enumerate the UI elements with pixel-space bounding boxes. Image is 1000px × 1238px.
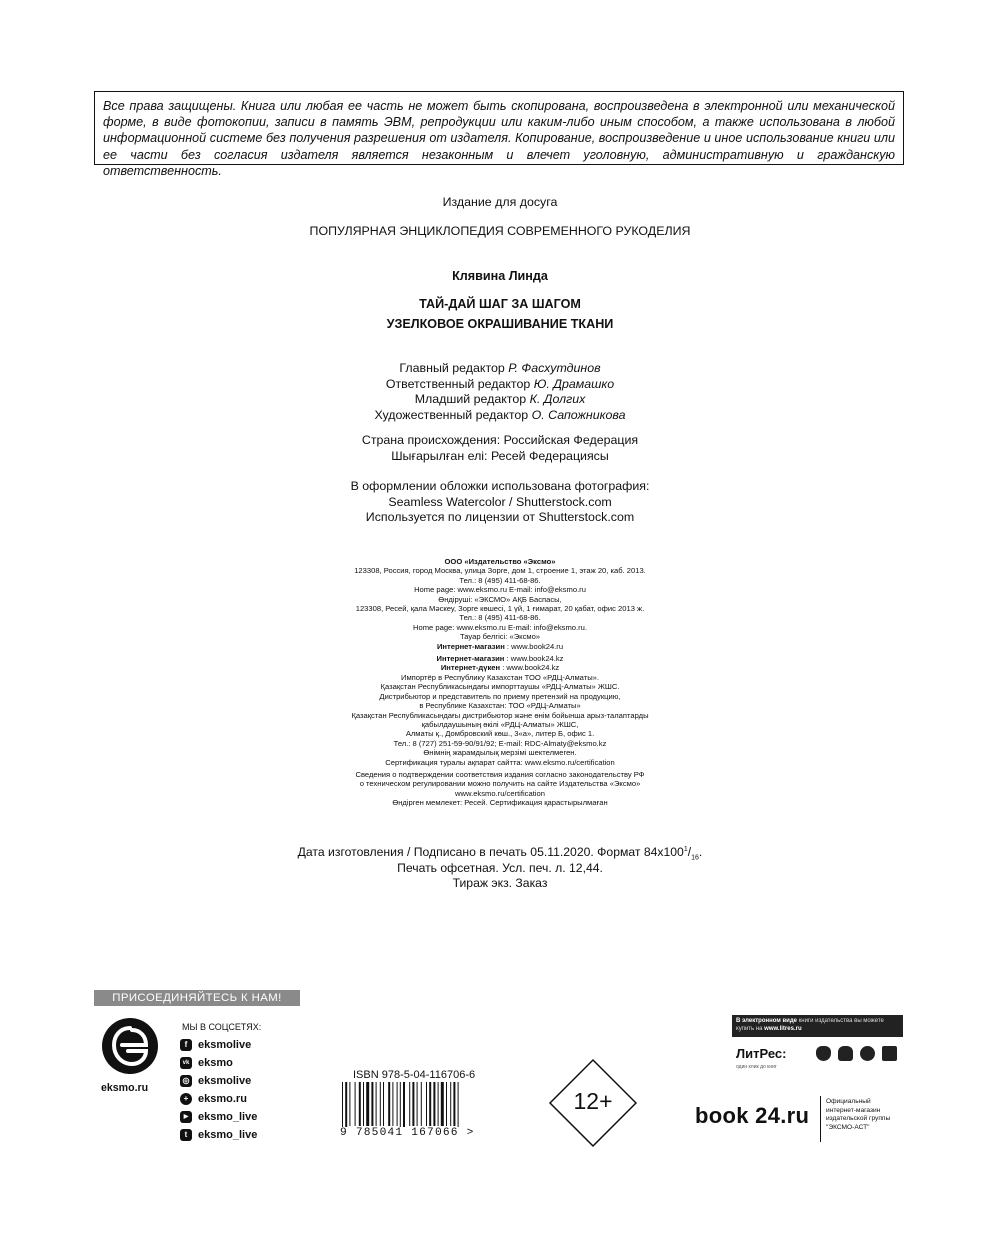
social-twitter[interactable]: t eksmo_live: [180, 1128, 257, 1142]
social-instagram[interactable]: ◎ eksmolive: [180, 1074, 251, 1088]
social-vk[interactable]: vk eksmo: [180, 1056, 233, 1070]
divider: [820, 1096, 821, 1142]
barcode-bar: [450, 1082, 451, 1126]
country-of-origin: Страна происхождения: Российская Федерация Шығарылған елі: Ресей Федерациясы: [361, 433, 639, 463]
barcode-bar: [371, 1082, 373, 1126]
social-facebook[interactable]: f eksmolive: [180, 1038, 251, 1052]
barcode-bar: [458, 1082, 459, 1132]
series-title: ПОПУЛЯРНАЯ ЭНЦИКЛОПЕДИЯ СОВРЕМЕННОГО РУКОДЕЛИЯ: [309, 224, 691, 238]
edition-type: Издание для досуга: [442, 195, 558, 209]
social-title: МЫ В СОЦСЕТЯХ:: [182, 1022, 262, 1032]
instagram-icon: ◎: [180, 1075, 192, 1087]
barcode-bar: [376, 1082, 377, 1126]
copyright-notice: Все права защищены. Книга или любая ее часть не может быть скопирована, воспроизведена в электронной или механической форме, в виде фотокопии, записи в память ЭВМ, репродукции или каким-либо иным способом, а также использована в любой информационной системе без получения разрешения от издателя. Копирование, воспроизведение и иное использование книги или ее части без согласия издателя является незаконным и влечет уголовную, административную и гражданскую ответственность.: [94, 91, 904, 165]
book24-logo[interactable]: book 24.ru: [695, 1103, 810, 1128]
windows-icon[interactable]: [882, 1046, 897, 1061]
cover-photo-credit: В оформлении обложки использована фотография: Seamless Watercolor / Shutterstock.com Используется по лицензии от Shutterstock.com: [350, 479, 650, 525]
staff-line: Главный редактор Р. Фасхутдинов: [399, 361, 601, 375]
barcode-bar: [397, 1082, 398, 1126]
platform-icons: [816, 1046, 897, 1061]
barcode-bar: [388, 1082, 390, 1126]
isbn-label: ISBN 978-5-04-116706-6: [353, 1069, 476, 1081]
barcode-bar: [383, 1082, 384, 1126]
apple-icon[interactable]: [816, 1046, 831, 1061]
barcode-bar: [366, 1082, 369, 1126]
barcode-digits: 9 785041 167066 >: [340, 1127, 475, 1139]
barcode-bar: [429, 1082, 431, 1126]
social-odnoklassniki[interactable]: + eksmo.ru: [180, 1092, 247, 1106]
barcode-bar: [400, 1082, 401, 1132]
odnoklassniki-icon: +: [180, 1093, 192, 1105]
vk-icon: vk: [180, 1057, 192, 1069]
barcode-bar: [392, 1082, 393, 1126]
barcode-bar: [421, 1082, 422, 1126]
youtube-icon: ▶: [180, 1111, 192, 1123]
chrome-icon[interactable]: [860, 1046, 875, 1061]
book-subtitle: УЗЕЛКОВОЕ ОКРАШИВАНИЕ ТКАНИ: [386, 317, 614, 331]
barcode-bar: [409, 1082, 410, 1126]
staff-line: Художественный редактор О. Сапожникова: [374, 407, 626, 422]
barcode-bar: [441, 1082, 444, 1126]
barcode-bar: [403, 1082, 405, 1132]
barcode-bar: [446, 1082, 447, 1126]
litres-slogan: один клик до книг: [736, 1064, 777, 1070]
social-youtube[interactable]: ▶ eksmo_live: [180, 1110, 257, 1124]
print-info: Дата изготовления / Подписано в печать 05.11.2020. Формат $84x100^1/_{16}$. Печать офсетная. Усл. печ. л. 12,44. Тираж экз. Заказ: [297, 845, 703, 891]
android-icon[interactable]: [838, 1046, 853, 1061]
publisher-imprint: ООО «Издательство «Эксмо» 123308, Россия, город Москва, улица Зорге, дом 1, строение 1, этаж 20, каб. 2013. Тел.: 8 (495) 411-68-86. Home page: www.eksmo.ru E-mail: info@eksmo.ru Өндіруші: «ЭКСМО» АҚБ Баспасы, 123308, Ресей, қала Мәскеу, Зорге көшесі, 1 үй, 1 ғимарат, 20 қабат, офис 2013 ж. Тел.: 8 (495) 411-68-86. Home page: www.eksmo.ru E-mail: info@eksmo.ru. Тауар белгісі: «Эксмо» Интернет-магазин : www.book24.ru Интернет-магазин : www.book24.kz Интернет-дүкен : www.book24.kz Импортёр в Республику Казахстан ТОО «РДЦ-Алматы». Қазақстан Республикасындағы импорттаушы «РДЦ-Алматы» ЖШС. Дистрибьютор и представитель по приему претензий на продукцию, в Республике Казахстан: ТОО «РДЦ-Алматы» Қазақстан Республикасындағы дистрибьютор және өнім бойынша арыз-талаптарды қабылдаушының өкілі «РДЦ-Алматы» ЖШС, Алматы қ., Домбровский көш., 3«а», литер Б, офис 1. Тел.: 8 (727) 251-59-90/91/92; E-mail: RDC-Almaty@eksmo.kz Өнімнің жарамдылық мерзімі шектелмеген. Сертификация туралы ақпарат сайтта: www.eksmo.ru/certification Сведения о подтверждении соответствия издания согласно законодательству РФ о техническом регулировании можно получить на сайте Издательства «Эксмо» www.eksmo.ru/certification Өндірген мемлекет: Ресей. Сертификация қарастырылмаған: [351, 557, 649, 808]
barcode-bar: [349, 1082, 350, 1126]
facebook-icon: f: [180, 1039, 192, 1051]
staff-line: Ответственный редактор Ю. Драмашко: [385, 376, 615, 391]
twitter-icon: t: [180, 1129, 192, 1141]
barcode-bar: [363, 1082, 364, 1126]
barcode-bar: [426, 1082, 427, 1126]
editorial-staff: [0, 361, 1000, 423]
join-us-banner: ПРИСОЕДИНЯЙТЕСЬ К НАМ!: [94, 990, 300, 1006]
barcode-bar: [433, 1082, 435, 1126]
eksmo-logo-icon[interactable]: [102, 1018, 158, 1074]
barcode-bar: [355, 1082, 356, 1126]
barcode-bar: [345, 1082, 347, 1132]
book24-note: Официальный интернет-магазин издательской группы "ЭКСМО-АСТ": [826, 1098, 891, 1131]
book-title: ТАЙ-ДАЙ ШАГ ЗА ШАГОМ: [419, 297, 581, 311]
staff-line: Младший редактор К. Долгих: [414, 392, 586, 407]
author: Клявина Линда: [452, 269, 548, 283]
barcode-bar: [417, 1082, 418, 1126]
barcode-bar: [453, 1082, 455, 1126]
litres-banner[interactable]: В электронном виде книги издательства вы можете купить на www.litres.ru: [732, 1015, 903, 1037]
barcode-bar: [342, 1082, 343, 1132]
barcode-bar: [359, 1082, 361, 1126]
litres-logo[interactable]: ЛитРес:: [736, 1046, 787, 1061]
age-rating: 12+: [573, 1088, 613, 1114]
barcode-bar: [438, 1082, 439, 1126]
eksmo-site-link[interactable]: eksmo.ru: [101, 1082, 149, 1094]
barcode-bar: [380, 1082, 381, 1126]
barcode-bar: [412, 1082, 414, 1126]
